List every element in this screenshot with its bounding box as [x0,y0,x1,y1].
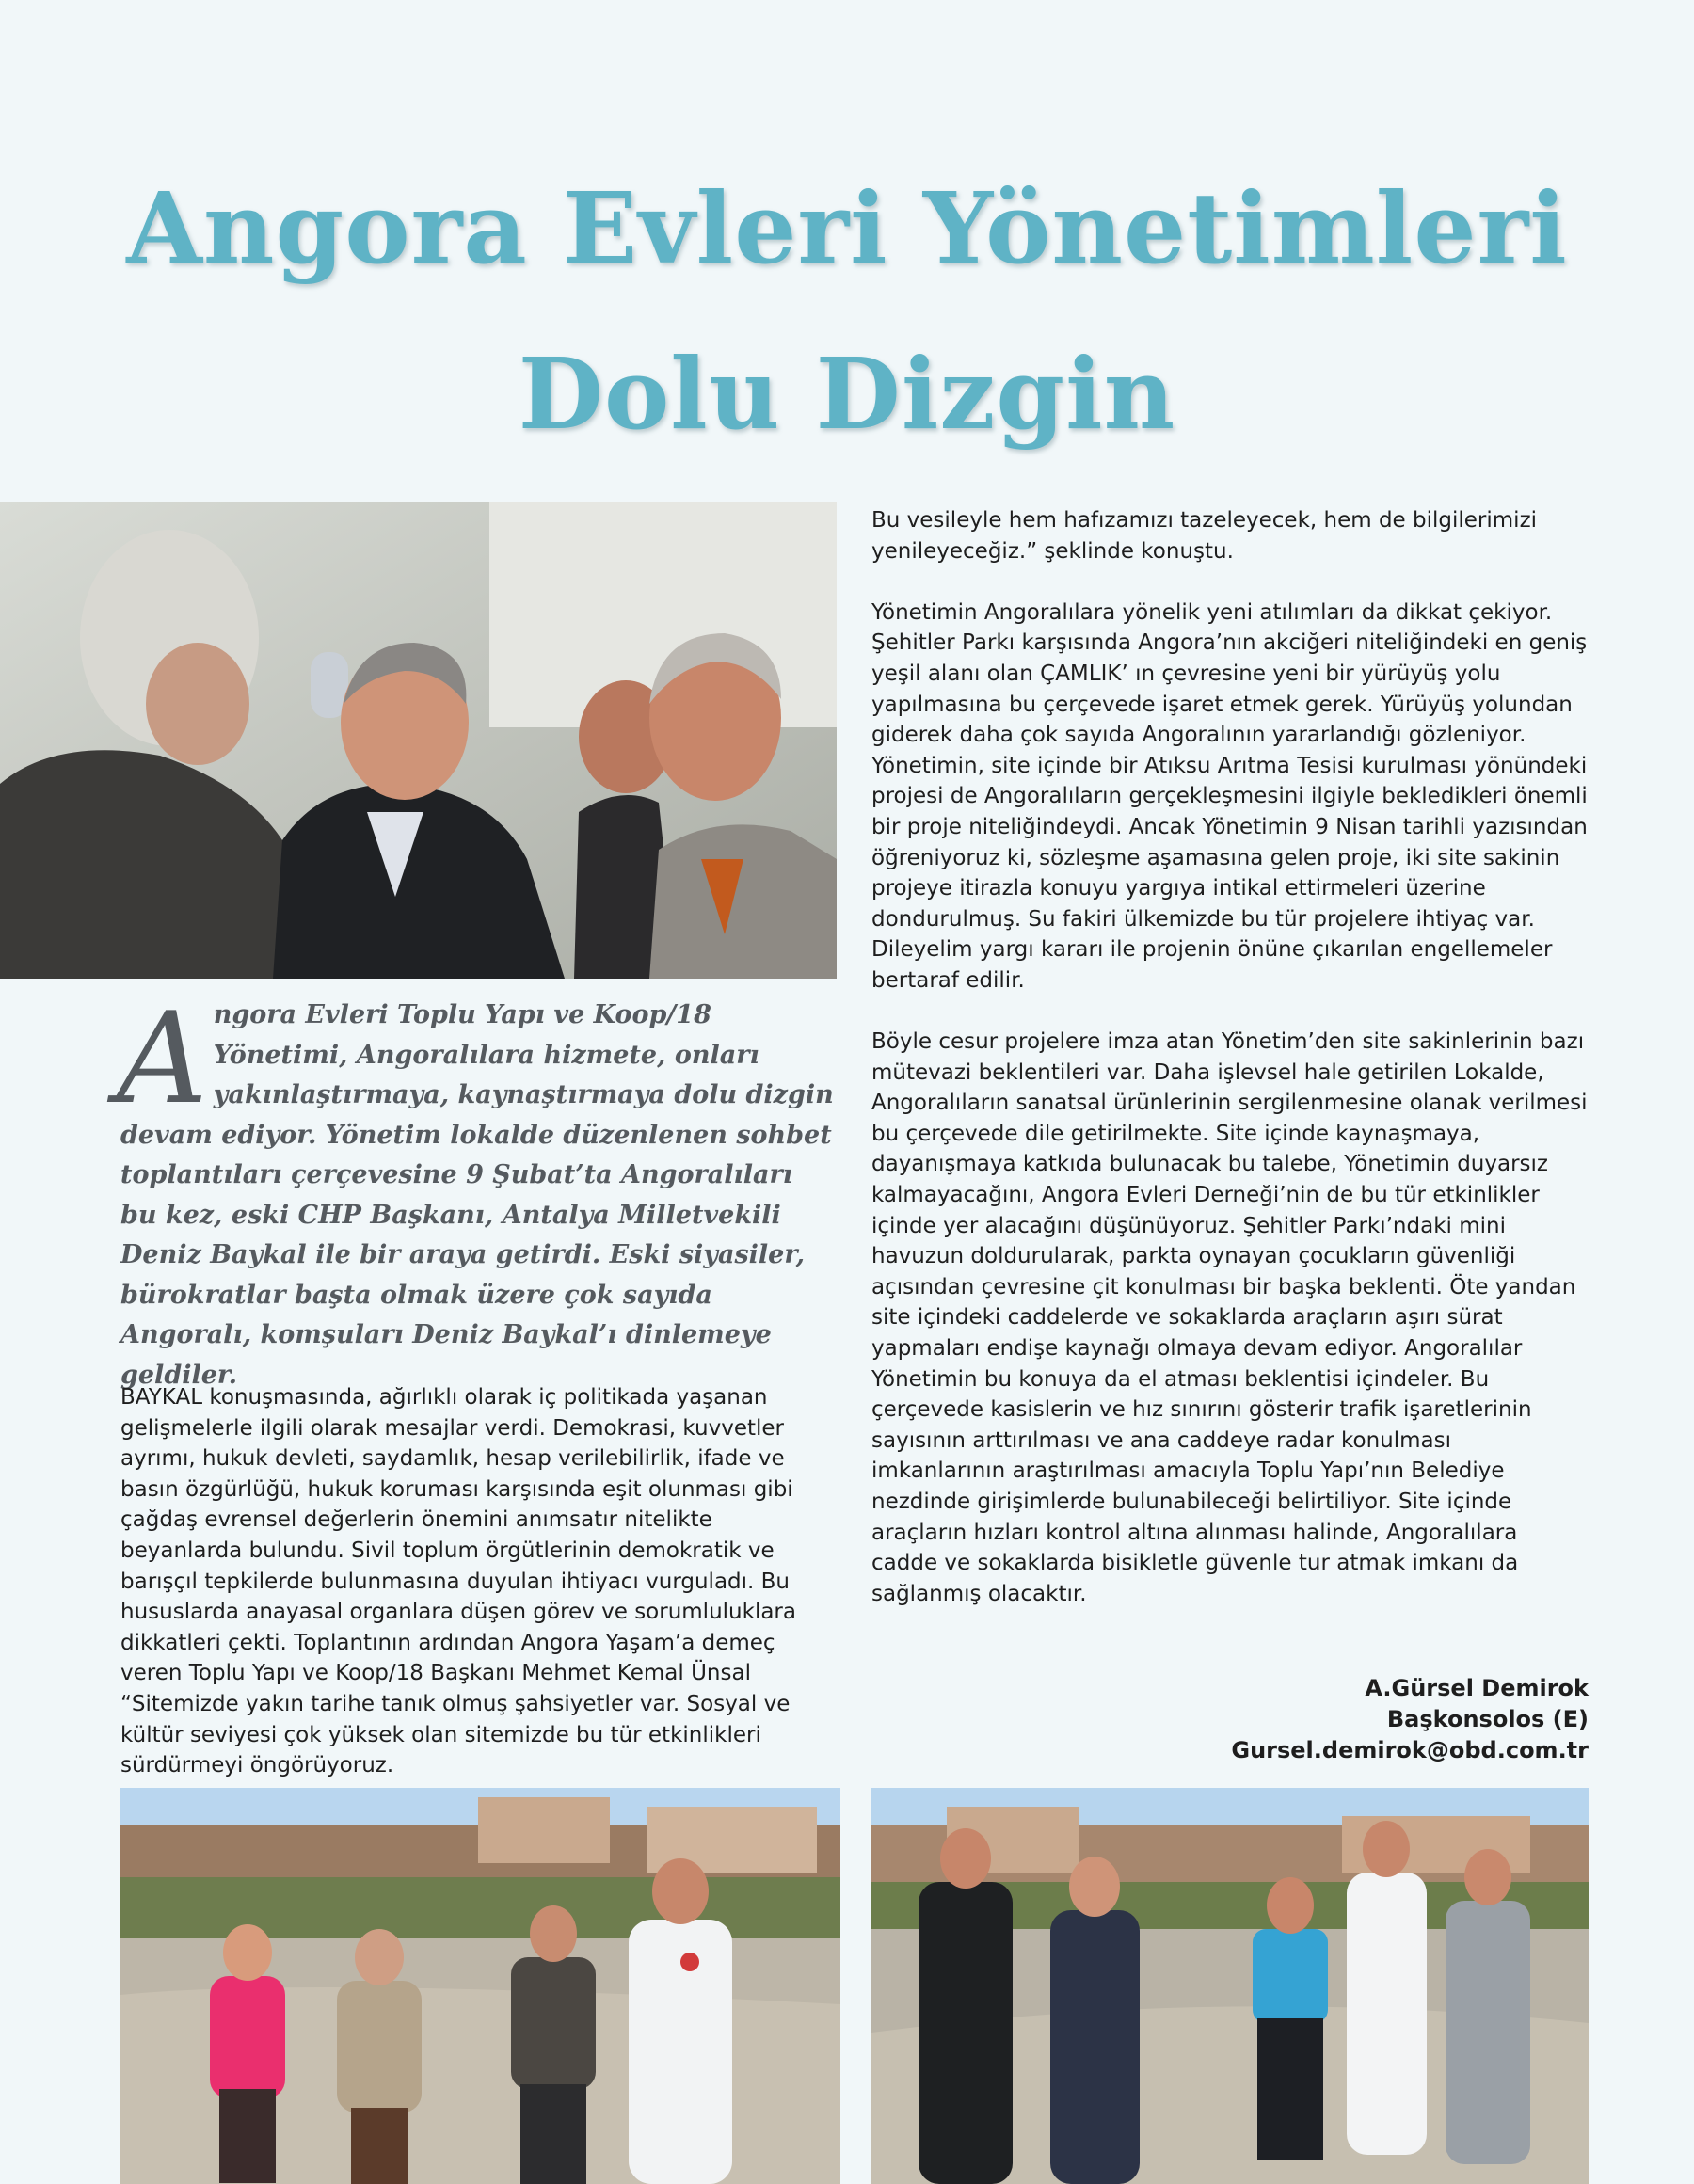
drop-cap: A [117,985,208,1132]
article-title [0,146,1694,477]
photo-meeting [0,502,837,979]
photo-walkers-right [871,1788,1589,2184]
body-column-right [871,505,1589,1640]
body-paragraph-left: BAYKAL konuşmasında, ağırlıklı olarak iç politikada yaşanan gelişmelerle ilgili olarak mesajlar verdi. Demokrasi, kuvvetler ayrımı, hukuk devleti, saydamlık, hesap verilebilirlik, ifade ve basın özgürlüğü, hukuk koruması karşısında eşit olunması gibi çağdaş evrensel değerlerin önemini anımsatır nitelikte beyanlarda bulundu. Sivil toplum örgütlerinin demokratik ve barışçıl tepkilerde bulunmasına duyulan ihtiyacı vurguladı. Bu hususlarda anayasal organlara düşen görev ve sorumluluklara dikkatleri çekti. Toplantının ardından Angora Yaşam’a demeç veren Toplu Yapı ve Koop/18 Başkanı Mehmet Kemal Ünsal “Sitemizde yakın tarihe tanık olmuş şahsiyetler var. Sosyal ve kültür seviyesi çok yüksek olan sitemizde bu tür etkinlikleri sürdürmeyi öngörüyoruz. [120,1385,796,1778]
body-paragraph: Yönetimin Angoralılara yönelik yeni atılımları da dikkat çekiyor. Şehitler Parkı karşısında Angora’nın akciğeri niteliğindeki en geniş yeşil alanı olan ÇAMLIK’ ın çevresine yeni bir yürüyüş yolu yapılmasına bu çerçevede işaret etmek gerek. Yürüyüş yolundan giderek daha çok sayıda Angoralının yararlandığı gözleniyor. Yönetimin, site içinde bir Atıksu Arıtma Tesisi kurulması yönündeki projesi de Angoralıların gerçekleşmesini ilgiyle bekledikleri önemli bir proje niteliğindeydi. Ancak Yönetimin 9 Nisan tarihli yazısından öğreniyoruz ki, sözleşme aşamasına gelen proje, iki site sakinin projeye itirazla konuyu yargıya intikal ettirmeleri üzerine dondurulmuş. Su fakiri ülkemizde bu tür projelere ihtiyaç var. Dileyelim yargı kararı ile projenin önüne çıkarılan engellemeler bertaraf edilir. [871,599,1588,993]
author-signature [1111,1673,1589,1766]
author-email: Gursel.demirok@obd.com.tr [1231,1737,1589,1763]
author-role: Başkonsolos (E) [1386,1706,1589,1732]
lead-paragraph [117,985,836,1395]
author-name: A.Gürsel Demirok [1365,1675,1589,1701]
photo-walkers-left [120,1788,840,2184]
lead-text: ngora Evleri Toplu Yapı ve Koop/18 Yönetimi, Angoralılara hizmete, onları yakınlaştırmaya, kaynaştırmaya dolu dizgin devam ediyor. Yönetim lokalde düzenlenen sohbet toplantıları çerçevesine 9 Şubat’ta Angoralıları bu kez, eski CHP Başkanı, Antalya Milletvekili Deniz Baykal ile bir araya getirdi. Eski siyasiler, bürokratlar başta olmak üzere çok sayıda Angoralı, komşuları Deniz Baykal’ı dinlemeye geldiler. [120,1000,834,1390]
article-title-line-1: Angora Evleri Yönetimleri [126,170,1568,286]
body-paragraph: Bu vesileyle hem hafızamızı tazeleyecek, hem de bilgilerimizi yenileyeceğiz.” şeklinde konuştu. [871,508,1538,564]
article-title-line-2: Dolu Dizgin [518,336,1176,452]
body-paragraph: Böyle cesur projelere imza atan Yönetim’den site sakinlerinin bazı mütevazi beklentileri var. Daha işlevsel hale getirilen Lokalde, Angoralıların sanatsal ürünlerinin sergilenmesine olanak verilmesi bu çerçevede dile getirilmekte. Site içinde kaynaşmaya, dayanışmaya katkıda bulunacak bu talebe, Yönetimin duyarsız kalmayacağını, Angora Evleri Derneği’nin de bu tür etkinlikler içinde yer alacağını düşünüyoruz. Şehitler Parkı’ndaki mini havuzun doldurularak, parkta oynayan çocukların güvenliği açısından çevresine çit konulması bir başka beklenti. Öte yandan site içindeki caddelerde ve sokaklarda araçların aşırı sürat yapmaları endişe kaynağı olmaya devam ediyor. Angoralılar Yönetimin bu konuya da el atması beklentisi içindeler. Bu çerçevede kasislerin ve hız sınırını gösterir trafik işaretlerinin sayısının arttırılması ve ana caddeye radar konulması imkanlarının araştırılması amacıyla Toplu Yapı’nın Belediye nezdinde girişimlerde bulunabileceği belirtiliyor. Site içinde araçların hızları kontrol altına alınması halinde, Angoralılara cadde ve sokaklarda bisikletle güvenle tur atmak imkanı da sağlanmış olacaktır. [871,1029,1588,1606]
